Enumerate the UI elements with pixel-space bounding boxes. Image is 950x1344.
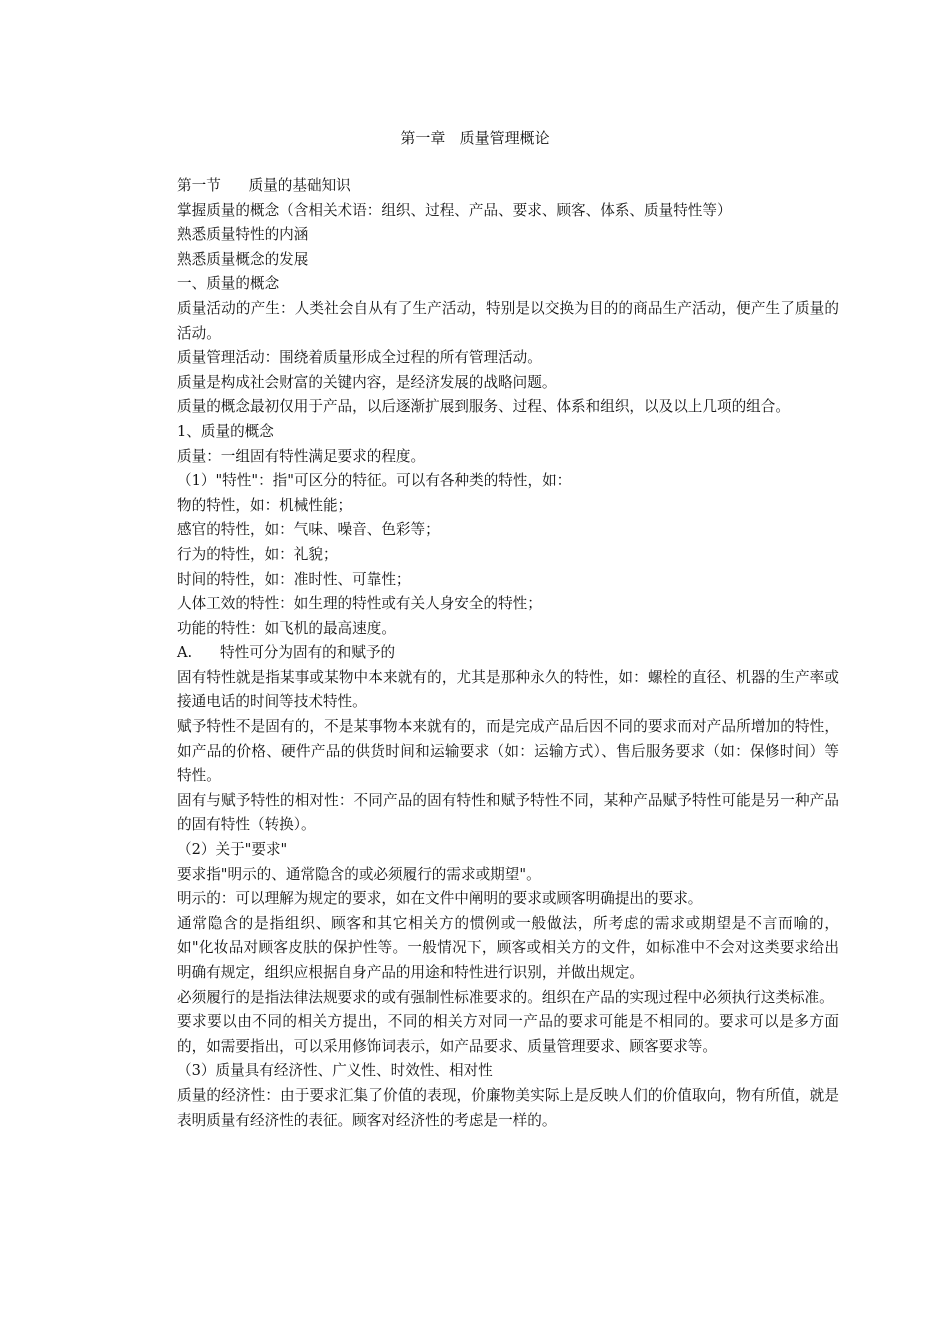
subsection-heading: A. 特性可分为固有的和赋予的 (177, 644, 396, 662)
list-item: 时间的特性，如：准时性、可靠性； (177, 570, 411, 588)
paragraph: 明示的：可以理解为规定的要求，如在文件中阐明的要求或顾客明确提出的要求。 (177, 890, 703, 908)
paragraph: （2）关于"要求" (177, 841, 288, 859)
paragraph: （1）"特性"：指"可区分的特征。可以有各种类的特性，如： (177, 472, 572, 490)
paragraph: 通常隐含的是指组织、顾客和其它相关方的惯例或一般做法，所考虑的需求或期望是不言而喻的，如"化妆品对顾客皮肤的保护性等。一般情况下，顾客或相关方的文件，如标准中不会对这类要求给出明确有规定，组织应根据自身产品的用途和特性进行识别，并做出规定。 (177, 914, 839, 981)
section-heading: 第一节 质量的基础知识 (177, 177, 351, 194)
paragraph: 固有与赋予特性的相对性：不同产品的固有特性和赋予特性不同，某种产品赋予特性可能是另一种产品的固有特性（转换）。 (177, 791, 839, 834)
subsection-heading: 1、质量的概念 (177, 422, 274, 440)
paragraph: 质量是构成社会财富的关键内容，是经济发展的战略问题。 (177, 373, 557, 391)
paragraph: 质量的概念最初仅用于产品，以后逐渐扩展到服务、过程、体系和组织，以及以上几项的组合。 (177, 398, 790, 416)
list-item: 行为的特性，如：礼貌； (177, 545, 338, 563)
list-item: 物的特性，如：机械性能； (177, 496, 353, 514)
definition: 质量：一组固有特性满足要求的程度。 (177, 447, 426, 465)
list-item: 功能的特性：如飞机的最高速度。 (177, 619, 396, 637)
paragraph: 要求指"明示的、通常隐含的或必须履行的需求或期望"。 (177, 865, 541, 883)
list-item: 感官的特性，如：气味、噪音、色彩等； (177, 521, 440, 539)
paragraph: 掌握质量的概念（含相关术语：组织、过程、产品、要求、顾客、体系、质量特性等） (177, 201, 732, 219)
paragraph: 质量活动的产生：人类社会自从有了生产活动，特别是以交换为目的的商品生产活动，便产生了质量的活动。 (177, 299, 839, 342)
paragraph: 熟悉质量概念的发展 (177, 250, 309, 268)
list-item: 人体工效的特性：如生理的特性或有关人身安全的特性； (177, 595, 542, 613)
paragraph: 固有特性就是指某事或某物中本来就有的，尤其是那种永久的特性，如：螺栓的直径、机器的生产率或接通电话的时间等技术特性。 (177, 668, 839, 711)
paragraph: （3）质量具有经济性、广义性、时效性、相对性 (177, 1062, 493, 1080)
paragraph: 质量的经济性：由于要求汇集了价值的表现，价廉物美实际上是反映人们的价值取向，物有所值，就是表明质量有经济性的表征。顾客对经济性的考虑是一样的。 (177, 1086, 839, 1129)
paragraph: 质量管理活动：围绕着质量形成全过程的所有管理活动。 (177, 349, 542, 367)
chapter-title: 第一章 质量管理概论 (400, 129, 550, 147)
document-body (177, 174, 839, 1133)
subsection-heading: 一、质量的概念 (177, 275, 280, 293)
paragraph: 熟悉质量特性的内涵 (177, 226, 309, 244)
paragraph: 赋予特性不是固有的，不是某事物本来就有的，而是完成产品后因不同的要求而对产品所增加的特性，如产品的价格、硬件产品的供货时间和运输要求（如：运输方式）、售后服务要求（如：保修时间）等特性。 (177, 718, 839, 785)
paragraph: 要求要以由不同的相关方提出，不同的相关方对同一产品的要求可能是不相同的。要求可以是多方面的，如需要指出，可以采用修饰词表示，如产品要求、质量管理要求、顾客要求等。 (177, 1013, 839, 1055)
paragraph: 必须履行的是指法律法规要求的或有强制性标准要求的。组织在产品的实现过程中必须执行这类标准。 (177, 988, 834, 1006)
